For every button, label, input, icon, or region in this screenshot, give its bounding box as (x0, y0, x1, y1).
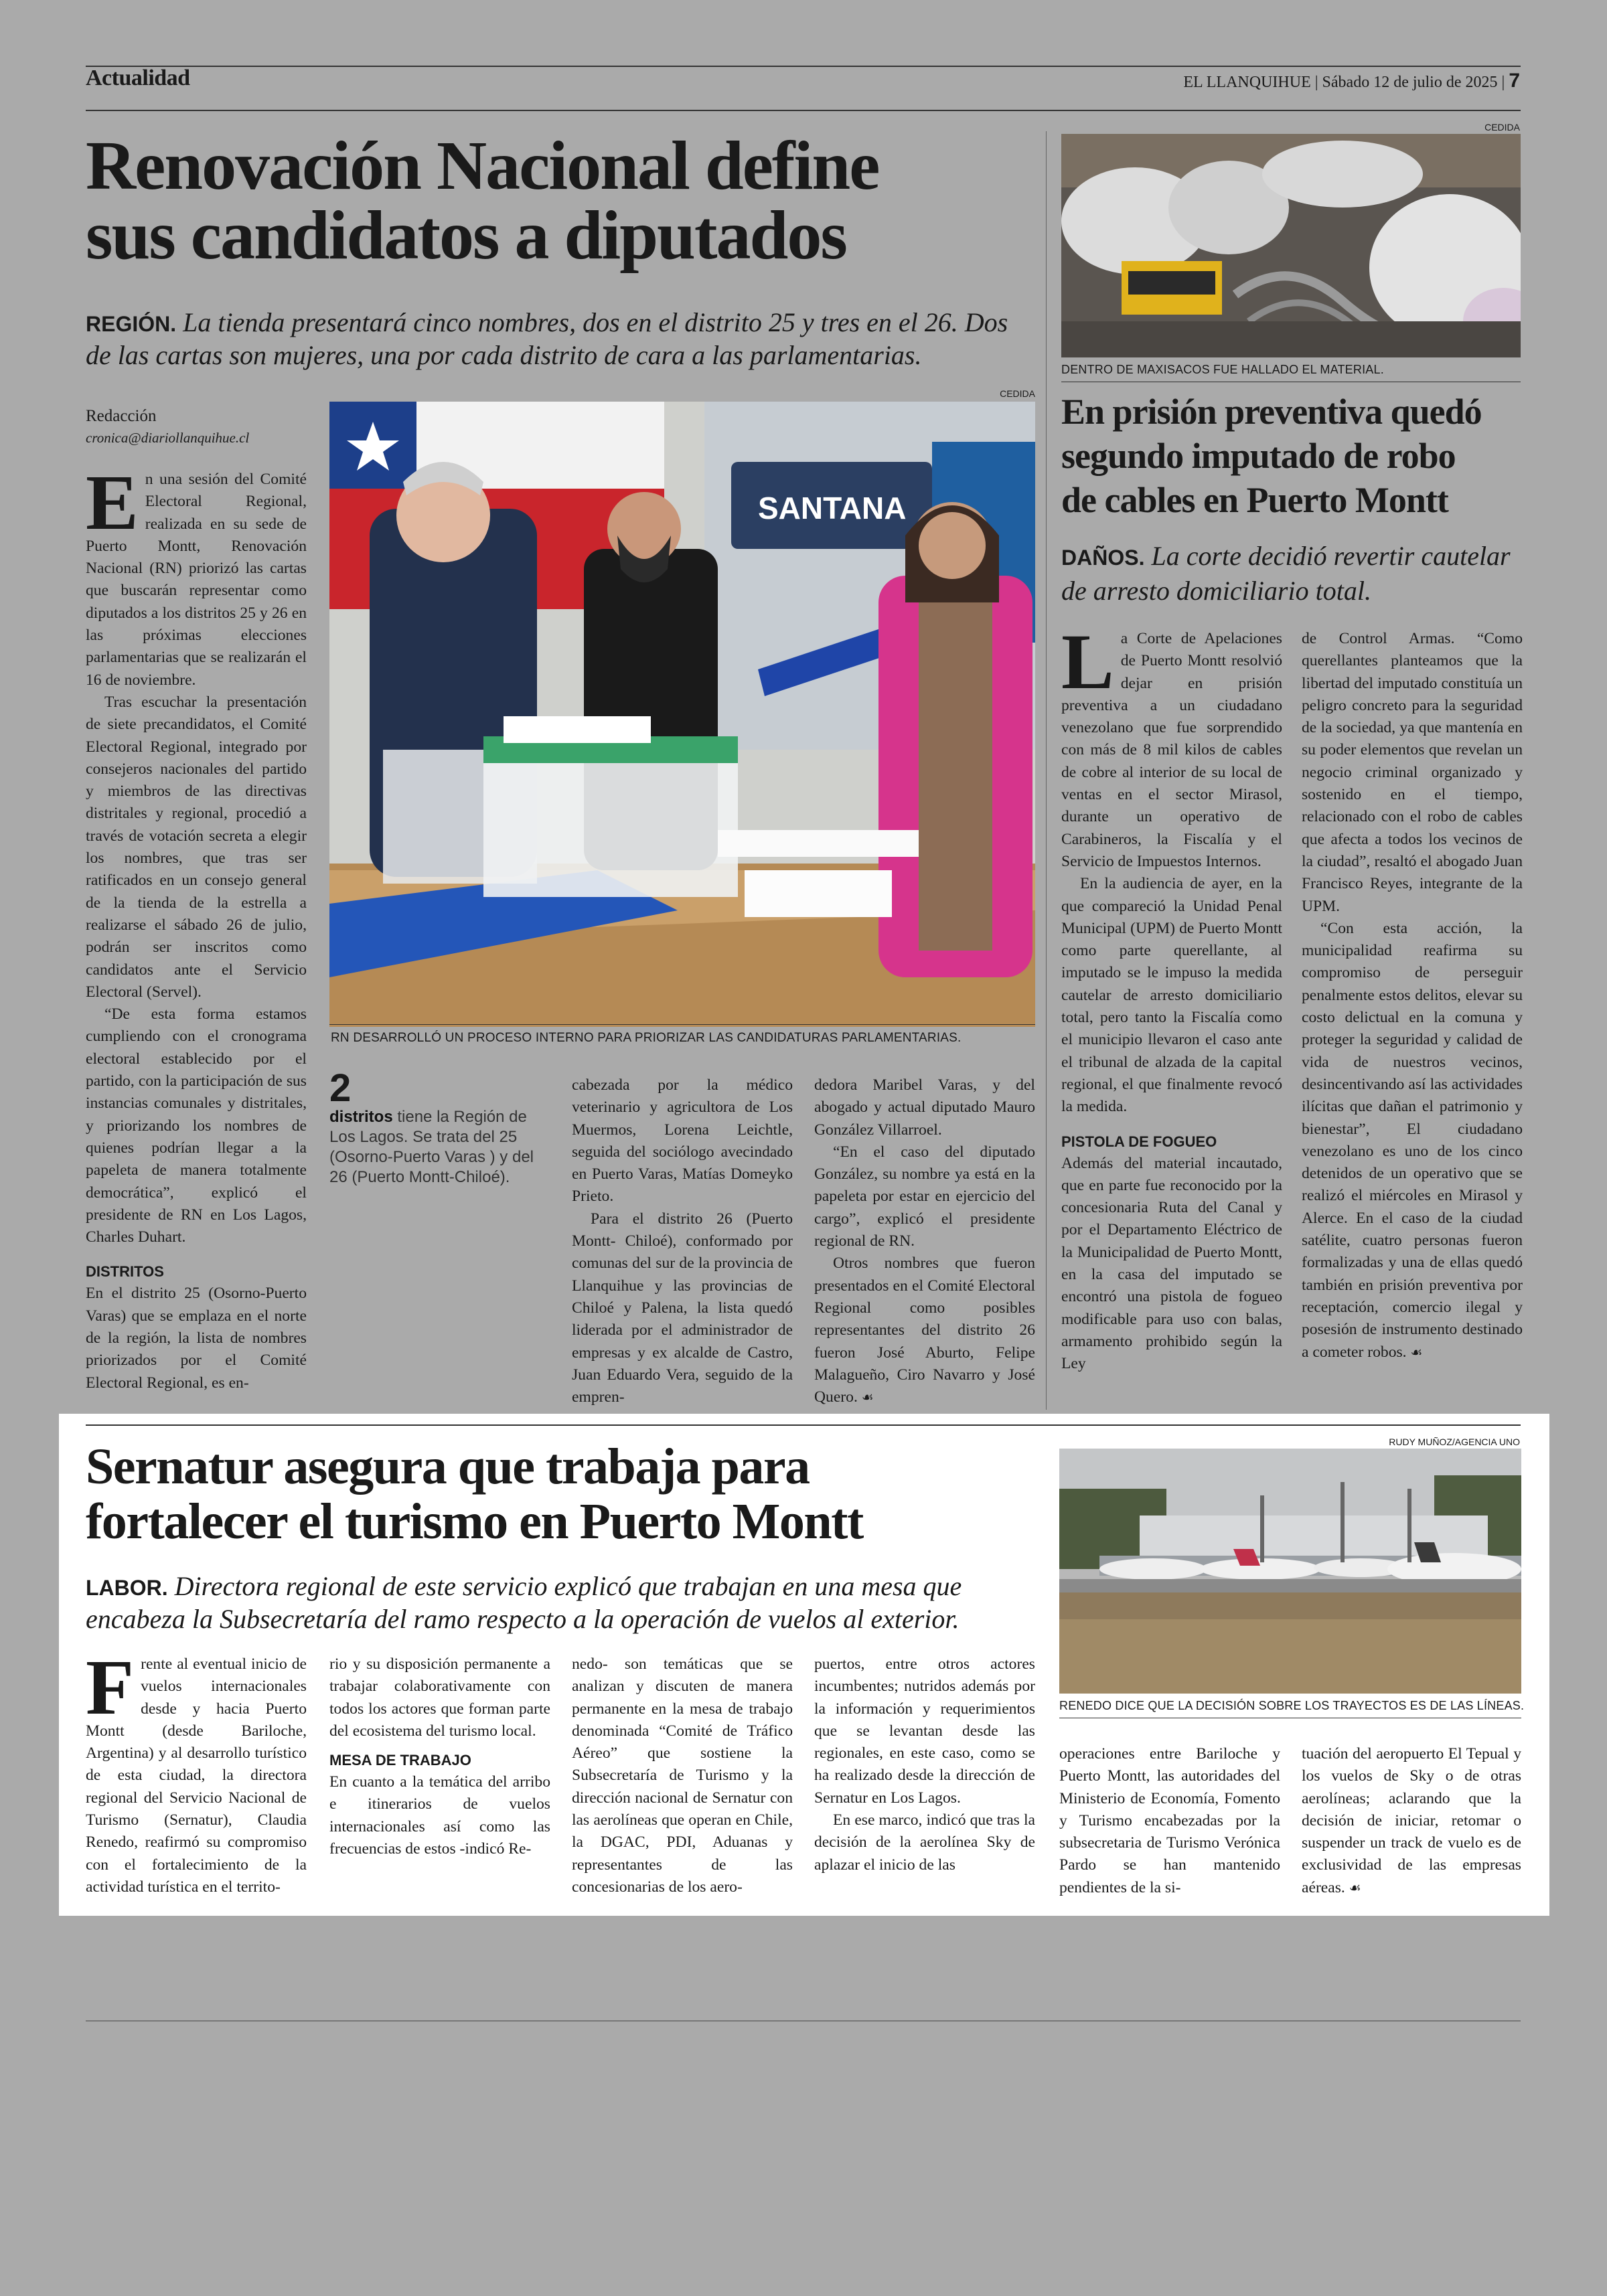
main-col4-paragraph-3-text: Otros nombres que fueron presentados en el Comité Electoral Regional como posibles representantes del distrito 26 fueron José Aburto, Felipe Malagueño, Ciro Navarro y José Quero. (814, 1254, 1035, 1406)
main-subhead: DISTRITOS (86, 1263, 164, 1281)
side-end-mark: ☙ (1410, 1345, 1423, 1360)
byline-name: Redacción (86, 407, 157, 425)
lower-col2-paragraph-2: En cuanto a la temática del arribo e itinerarios de vuelos internacionales así como las frecuencias de estos -indicó Re- (329, 1773, 550, 1858)
lower-headline-line-2: fortalecer el turismo en Puerto Montt (86, 1493, 863, 1550)
section-label: Actualidad (86, 66, 190, 90)
lower-col4-paragraph-2: En ese marco, indicó que tras la decisión de la aerolínea Sky de aplazar el inicio de las (814, 1811, 1035, 1874)
folio-text: EL LLANQUIHUE | Sábado 12 de julio de 2025 | (1183, 74, 1505, 91)
main-column-4 (814, 1074, 1035, 1409)
main-paragraph-3: “De esta forma estamos cumpliendo con el cronograma electoral establecido por el partido, con la participación de sus instancias comunales y distritales, y priorizando los nombres de quienes podrían llegar a la papeleta de manera totalmente democrática”, explicó el presidente de RN en Los Lagos, Charles Duhart. (86, 1005, 307, 1246)
stat-text: tiene la Región de Los Lagos. Se trata del 25 (Osorno-Puerto Varas ) y del 26 (Puerto Montt-Chiloé). (329, 1108, 534, 1186)
main-deck-text: La tienda presentará cinco nombres, dos en el distrito 25 y tres en el 26. Dos de las cartas son mujeres, una por cada distrito de cara a las parlamentarias. (86, 307, 1008, 370)
side-paragraph-2: En la audiencia de ayer, en la que compareció la Unidad Penal Municipal (UPM) de Puerto Montt como parte querellante, al imputado se le impuso la medida cautelar de arresto domiciliario total, pero tanto la Fiscalía como el municipio llevaron el caso ante el tribunal de alzada de la capital regional, el que finalmente revocó la medida. (1061, 875, 1282, 1116)
lower-deck (86, 1570, 1050, 1636)
lower-end-mark: ☙ (1349, 1880, 1361, 1896)
lower-photo-credit: RUDY MUÑOZ/AGENCIA UNO (1389, 1437, 1520, 1447)
photo-sign-text: SANTANA (758, 491, 907, 525)
side-photo-caption: DENTRO DE MAXISACOS FUE HALLADO EL MATERIAL. (1061, 363, 1384, 376)
side-photo (1061, 134, 1521, 357)
side-drop-cap: L (1061, 628, 1114, 706)
main-column-1 (86, 469, 307, 1409)
main-end-mark: ☙ (861, 1390, 874, 1406)
main-photo (329, 402, 1035, 1027)
lower-col6-text: tuación del aeropuerto El Tepual y los vuelos de Sky o de otras aerolíneas; aclarando que la decisión de iniciar, retomar o suspender un track de vuelo es de exclusividad de las empresas aéreas. (1302, 1745, 1521, 1896)
stat-box (329, 1066, 550, 1187)
lower-col2-paragraph-1: rio y su disposición permanente a trabajar colaborativamente con todos los actores que forman parte del ecosistema del turismo local. (329, 1655, 550, 1740)
side-column-2 (1302, 628, 1523, 1411)
page-number: 7 (1509, 70, 1520, 92)
lower-paragraph-1 (86, 1653, 307, 1898)
main-paragraph-1-text: n una sesión del Comité Electoral Regional, realizada en su sede de Puerto Montt, Renovación Nacional (RN) priorizó las cartas que buscarán representar como diputados a los distritos 25 y 26 en las próximas elecciones parlamentarias que se realizarán el 16 de noviembre. (86, 471, 307, 689)
main-kicker: REGIÓN. (86, 312, 177, 336)
byline-email: cronica@diariollanquihue.cl (86, 430, 250, 446)
side-headline-line-1: En prisión preventiva quedó (1061, 392, 1482, 432)
side-headline-line-2: segundo imputado de robo (1061, 436, 1456, 476)
lower-drop-cap: F (86, 1653, 135, 1731)
side-paragraph-1 (1061, 628, 1282, 873)
side-headline (1061, 390, 1530, 522)
main-col4-paragraph-1: dedora Maribel Varas, y del abogado y actual diputado Mauro González Villarroel. (814, 1076, 1035, 1139)
lower-column-6 (1302, 1743, 1521, 1910)
main-col3-paragraph-1: cabezada por la médico veterinario y agricultora de Los Muermos, Lorena Leichtle, seguida del sociólogo avecindado en Puerto Varas, Matías Domeyko Prieto. (572, 1076, 793, 1206)
lower-col5-paragraph: operaciones entre Bariloche y Puerto Montt, las autoridades del Ministerio de Economía, Fomento y Turismo encabezadas por la subsecretaria de Turismo Verónica Pardo se han mantenido pendientes de la si- (1059, 1745, 1280, 1896)
main-headline-line-1: Renovación Nacional define (86, 127, 879, 204)
side-deck (1061, 540, 1523, 608)
side-col2-paragraph-1: de Control Armas. “Como querellantes planteamos que la libertad del imputado constituía un peligro concreto para la seguridad de la sociedad, ya que mantenía en su poder elementos que revelan un negocio criminal organizado y sostenido en el tiempo, relacionado con el robo de cables que afecta a todos los vecinos de la ciudad”, resaltó el abogado Juan Francisco Reyes, integrante de la UPM. (1302, 630, 1523, 915)
lower-photo-caption: RENEDO DICE QUE LA DECISIÓN SOBRE LOS TRAYECTOS ES DE LAS LÍNEAS. (1059, 1699, 1525, 1712)
header-rule (86, 110, 1521, 111)
lower-col4-paragraph-1: puertos, entre otros actores incumbentes; nutridos además por la información y requerimientos que se levantan desde las regionales, en este caso, como se ha realizado desde la dirección de Sernatur en Los Lagos. (814, 1655, 1035, 1807)
lower-paragraph-1-text: rente al eventual inicio de vuelos internacionales desde y hacia Puerto Montt (desde Bariloche, Argentina) y al desarrollo turístico de esta ciudad, la directora regional del Servicio Nacional de Turismo (Sernatur), Claudia Renedo, reafirmó su compromiso con el fortalecimiento de la actividad turística en el territo- (86, 1655, 307, 1896)
main-photo-rule (329, 1024, 1035, 1025)
main-column-3 (572, 1074, 793, 1409)
main-deck (86, 307, 1037, 372)
lower-column-1 (86, 1653, 307, 1908)
lower-headline-line-1: Sernatur asegura que trabaja para (86, 1439, 810, 1495)
main-col4-paragraph-3 (814, 1252, 1035, 1409)
stat-description (329, 1107, 550, 1187)
side-col2-paragraph-2-text: “Con esta acción, la municipalidad reafirma su compromiso de perseguir penalmente estos delitos, elevar su costo delictual en la comuna y proteger la seguridad y calidad de vida de nuestros vecinos, desincentivando así las actividades ilícitas que dañan el patrimonio y bienestar”, El ciudadano venezolano es uno de los cinco detenidos de un operativo que se realizó el miércoles en Mirasol y Alerce. En el caso de la ciudad satélite, cuatro personas fueron formalizadas y una de ellas quedó también en prisión preventiva por receptación, comercio ilegal y posesión de instrumento destinado a cometer robos. (1302, 919, 1523, 1361)
side-deck-text: La corte decidió revertir cautelar de arresto domiciliario total. (1061, 541, 1511, 606)
main-paragraph-1 (86, 469, 307, 691)
side-photo-illustration (1061, 134, 1521, 357)
main-photo-caption: RN DESARROLLÓ UN PROCESO INTERNO PARA PRIORIZAR LAS CANDIDATURAS PARLAMENTARIAS. (331, 1031, 962, 1045)
lower-subhead: MESA DE TRABAJO (329, 1752, 471, 1769)
main-photo-credit: CEDIDA (1000, 388, 1035, 399)
stat-number: 2 (329, 1066, 352, 1110)
lower-deck-text: Directora regional de este servicio explicó que trabajan en una mesa que encabeza la Subsecretaría del ramo respecto a la operación de vuelos al exterior. (86, 1571, 962, 1634)
lower-photo (1059, 1449, 1521, 1694)
main-paragraph-4: En el distrito 25 (Osorno-Puerto Varas) que se emplaza en el norte de la región, la lista de nombres priorizados por el Comité Electoral Regional, es en- (86, 1285, 307, 1392)
lower-headline (86, 1439, 1050, 1549)
side-photo-credit: CEDIDA (1484, 122, 1520, 133)
main-paragraph-2: Tras escuchar la presentación de siete precandidatos, el Comité Electoral Regional, integrado por consejeros nacionales del partido y miembros de las directivas distritales y regional, procedió a través de votación secreta a elegir los nombres, que tras ser ratificados en un consejo general de la tienda de la estrella a realizarse el sábado 26 de julio, podrán ser inscritos como candidatos ante el Servicio Electoral (Servel). (86, 693, 307, 1001)
lower-column-4 (814, 1653, 1035, 1908)
main-drop-cap: E (86, 469, 139, 546)
side-subhead: PISTOLA DE FOGUEO (1061, 1133, 1217, 1150)
side-headline-line-3: de cables en Puerto Montt (1061, 480, 1448, 520)
lower-column-2 (329, 1653, 550, 1908)
side-paragraph-3: Además del material incautado, que en parte fue reconocido por la concesionaria Ruta del Canal y por el Departamento Eléctrico de la Municipalidad de Puerto Montt, en la casa del imputado se encontró una pistola de fogueo modificable para uso con balas, armamento prohibido según la Ley (1061, 1154, 1282, 1373)
main-photo-illustration (329, 402, 1035, 1027)
lower-top-rule (86, 1424, 1521, 1426)
side-kicker: DAÑOS. (1061, 546, 1145, 570)
lower-column-5 (1059, 1743, 1280, 1910)
main-headline-line-2: sus candidatos a diputados (86, 197, 846, 274)
side-col2-paragraph-2 (1302, 918, 1523, 1364)
lower-kicker: LABOR. (86, 1576, 168, 1600)
lower-col3-paragraph: nedo- son temáticas que se analizan y discuten de manera permanente en la mesa de trabajo denominada “Comité de Tráfico Aéreo” que sostiene la Subsecretaría de Turismo y la dirección nacional de Sernatur con las aerolíneas que operan en Chile, la DGAC, PDI, Aduanas y representantes de las concesionarias de los aero- (572, 1655, 793, 1896)
side-column-1 (1061, 628, 1282, 1411)
lower-photo-illustration (1059, 1449, 1521, 1694)
stat-bold: distritos (329, 1108, 393, 1126)
main-col4-paragraph-2: “En el caso del diputado González, su nombre ya está en la papeleta por estar en ejercicio del cargo”, explicó el presidente regional de RN. (814, 1143, 1035, 1250)
lower-col6-paragraph (1302, 1743, 1521, 1900)
folio (1183, 70, 1520, 92)
side-paragraph-1-text: a Corte de Apelaciones de Puerto Montt resolvió dejar en prisión preventiva a un ciudadano venezolano que fue sorprendido con más de 8 mil kilos de cables de cobre al interior de su local de ventas en el sector Mirasol, durante un operativo de Carabineros, la Fiscalía y el Servicio de Impuestos Internos. (1061, 630, 1282, 870)
bottom-rule (86, 2020, 1521, 2022)
lower-column-3 (572, 1653, 793, 1908)
vertical-divider (1046, 131, 1047, 1410)
top-rule (86, 66, 1521, 67)
main-col3-paragraph-2: Para el distrito 26 (Puerto Montt- Chiloé), conformado por comunas del sur de la provincia de Llanquihue y las provincias de Chiloé y Palena, la lista quedó liderada por el administrador de empresas y ex alcalde de Castro, Juan Eduardo Vera, seguido de la empren- (572, 1210, 793, 1406)
main-headline (86, 127, 1023, 274)
byline (86, 406, 307, 448)
